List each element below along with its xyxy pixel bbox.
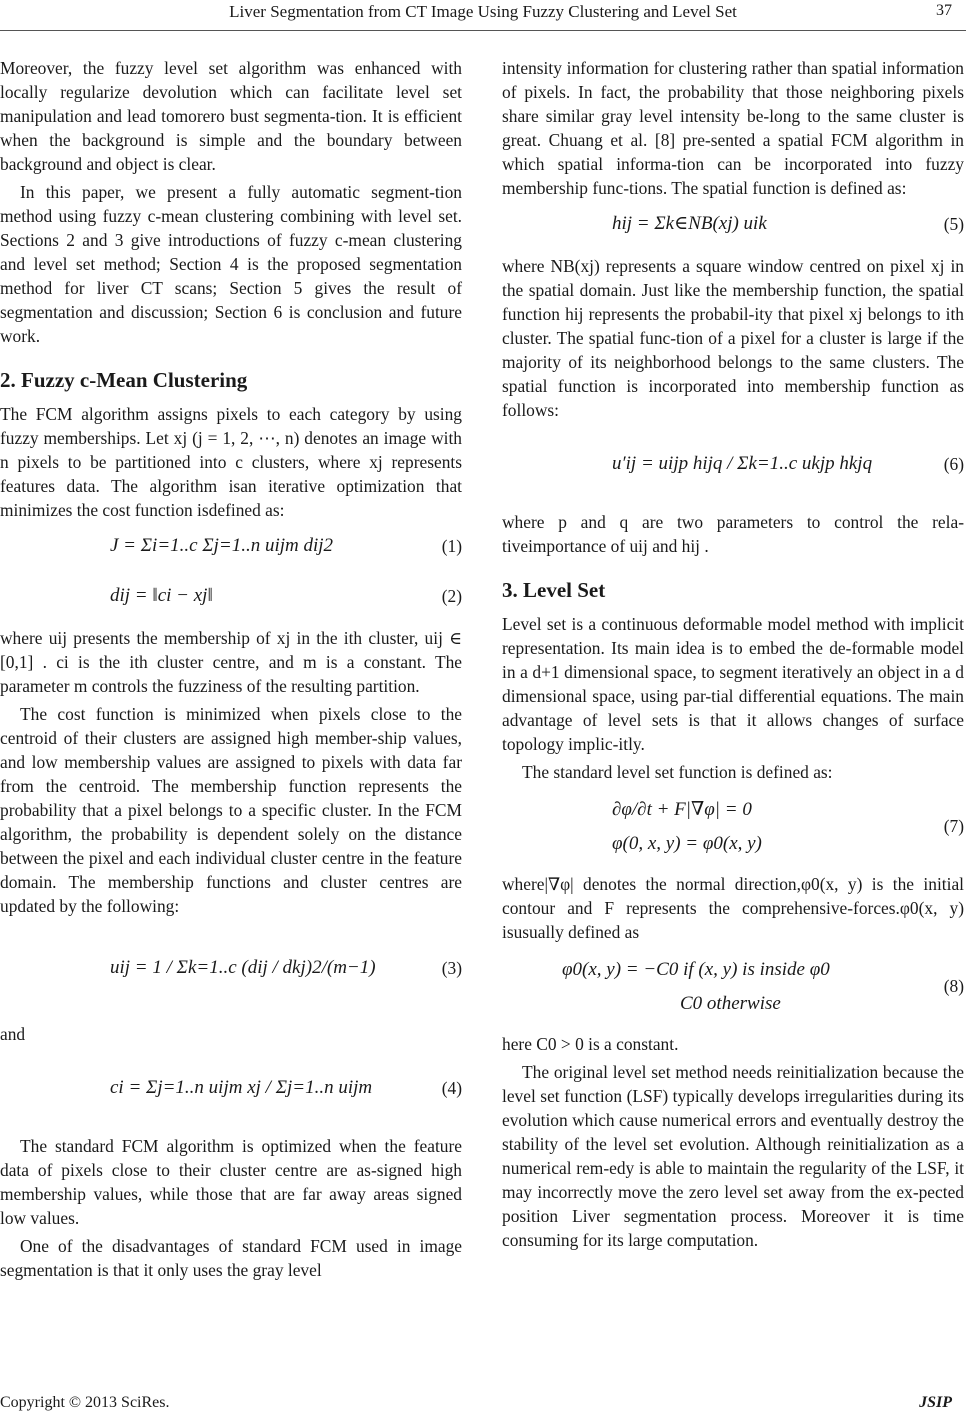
equation-4 xyxy=(0,1050,462,1130)
equation-number: (8) xyxy=(943,976,964,996)
equation-line: C0 otherwise xyxy=(680,993,781,1014)
section-heading: 2. Fuzzy c-Mean Clustering xyxy=(0,368,248,392)
equation-number: (7) xyxy=(943,816,964,836)
paragraph: One of the disadvantages of standard FCM used in image segmentation is that it only uses the gray level xyxy=(0,1236,462,1280)
page-footer xyxy=(0,1394,966,1416)
paragraph: where uij presents the membership of xj in the ith cluster, uij ∈ [0,1] . ci is the ith cluster centre, and m is a constant. The parameter m controls the fuzziness of the resulting partition. xyxy=(0,628,462,696)
paragraph: here C0 > 0 is a constant. xyxy=(502,1034,679,1054)
equation-number: (4) xyxy=(441,1078,462,1098)
header-rule xyxy=(0,30,966,31)
copyright: Copyright © 2013 SciRes. xyxy=(0,1394,170,1411)
paragraph: Level set is a continuous deformable model method with implicit representation. Its main idea is to embed the de-formable model in a d+1 dimensional space, to segment iteratively an object in a d dimensional space, using par-tial differential equations. The main advantage of level sets is that it allows changes of surface topology implic-itly. xyxy=(502,614,964,754)
paragraph: where|∇φ| denotes the normal direction,φ0(x, y) is the initial contour and F represents the comprehensive-forces.φ0(x, y) isusually defined as xyxy=(502,874,964,942)
equation-body: u′ij = uijp hijq / Σk=1..c ukjp hkjq xyxy=(612,453,873,474)
running-title: Liver Segmentation from CT Image Using Fuzzy Clustering and Level Set xyxy=(229,2,737,21)
equation-number: (6) xyxy=(943,454,964,474)
page-header xyxy=(0,0,966,30)
paragraph: and xyxy=(0,1024,26,1044)
equation-8 xyxy=(502,948,964,1028)
equation-number: (2) xyxy=(441,586,462,606)
page-number: 37 xyxy=(936,2,952,19)
paragraph: The standard level set function is defined as: xyxy=(522,762,833,782)
equation-body: J = Σi=1..c Σj=1..n uijm dij2 xyxy=(110,535,334,556)
equation-7 xyxy=(502,788,964,868)
section-heading: 3. Level Set xyxy=(502,578,606,602)
equation-number: (1) xyxy=(441,536,462,556)
equation-number: (5) xyxy=(943,214,964,234)
equation-6 xyxy=(502,426,964,506)
equation-line: φ0(x, y) = −C0 if (x, y) is inside φ0 xyxy=(562,959,830,980)
equation-5 xyxy=(502,204,964,250)
equation-body: hij = Σk∈NB(xj) uik xyxy=(612,213,767,234)
paragraph: where p and q are two parameters to control the rela-tiveimportance of uij and hij . xyxy=(502,512,964,556)
equation-body: ci = Σj=1..n uijm xj / Σj=1..n uijm xyxy=(110,1077,373,1098)
equation-line: φ(0, x, y) = φ0(x, y) xyxy=(612,833,762,854)
equation-3 xyxy=(0,922,462,1018)
paragraph: intensity information for clustering rather than spatial information of pixels. In fact, the probability that those neighboring pixels share similar gray level intensity be-long to the same cluster is great. Chuang et al. [8] pre-sented a spatial FCM algorithm in which spatial informa-tion can be incorporated into fuzzy membership func-tions. The spatial function is defined as: xyxy=(502,58,964,198)
paragraph: The cost function is minimized when pixels close to the centroid of their clusters are assigned high member-ship values, and low membership values are assigned to pixels with data far from the centroid. The membership function represents the probability that a pixel belongs to a specific cluster. In the FCM algorithm, the probability is dependent solely on the distance between the pixel and each individual cluster centre in the feature domain. The membership functions and cluster centres are updated by the following: xyxy=(0,704,462,916)
paragraph: Moreover, the fuzzy level set algorithm was enhanced with locally regularize devolution which can facilitate level set manipulation and lead tomorero bust segmenta-tion. It is efficient when the background is simple and the boundary between background and object is clear. xyxy=(0,58,462,174)
paragraph: In this paper, we present a fully automatic segment-tion method using fuzzy c-mean clustering combining with level set. Sections 2 and 3 give introductions of fuzzy c-mean clustering and level set method; Section 4 is the proposed segmentation method for liver CT scans; Section 5 gives the result of segmentation and discussion; Section 6 is conclusion and future work. xyxy=(0,182,462,346)
equation-1 xyxy=(0,526,462,572)
paragraph: where NB(xj) represents a square window centred on pixel xj in the spatial domain. Just like the membership function, the spatial function hij represents the probabil-ity that pixel xj belongs to ith cluster. The spatial func-tion of a pixel for a cluster is large if the majority of its neighborhood belongs to the same clusters. The spatial function is incorporated into membership function as follows: xyxy=(502,256,964,420)
paragraph: The standard FCM algorithm is optimized when the feature data of pixels close to their cluster centre are as-signed high membership values, while those that are far away areas signed low values. xyxy=(0,1136,462,1228)
journal-name: JSIP xyxy=(919,1394,952,1411)
left-column xyxy=(0,56,462,1282)
paragraph: The FCM algorithm assigns pixels to each category by using fuzzy memberships. Let xj (j = 1, 2, ⋯, n) denotes an image with n pixels to be partitioned into c clusters, where xj represents features data. The algorithm isan iterative optimization that minimizes the cost function isdefined as: xyxy=(0,404,462,520)
equation-body: uij = 1 / Σk=1..c (dij / dkj)2/(m−1) xyxy=(110,957,376,978)
equation-number: (3) xyxy=(441,958,462,978)
equation-body: dij = ‖ci − xj‖ xyxy=(110,585,213,606)
right-column xyxy=(502,56,964,1252)
paragraph: The original level set method needs reinitialization because the level set function (LSF) typically develops irregularities during its evolution which cause numerical errors and eventually destroy the stability of the level set evolution. Although reinitialization as a numerical rem-edy is able to maintain the regularity of the LSF, it may incorrectly move the zero level set away from the ex-pected position Liver segmentation process. Moreover it is time consuming for its large computation. xyxy=(502,1062,964,1250)
equation-line: ∂φ/∂t + F|∇φ| = 0 xyxy=(612,799,752,820)
equation-2 xyxy=(0,576,462,622)
